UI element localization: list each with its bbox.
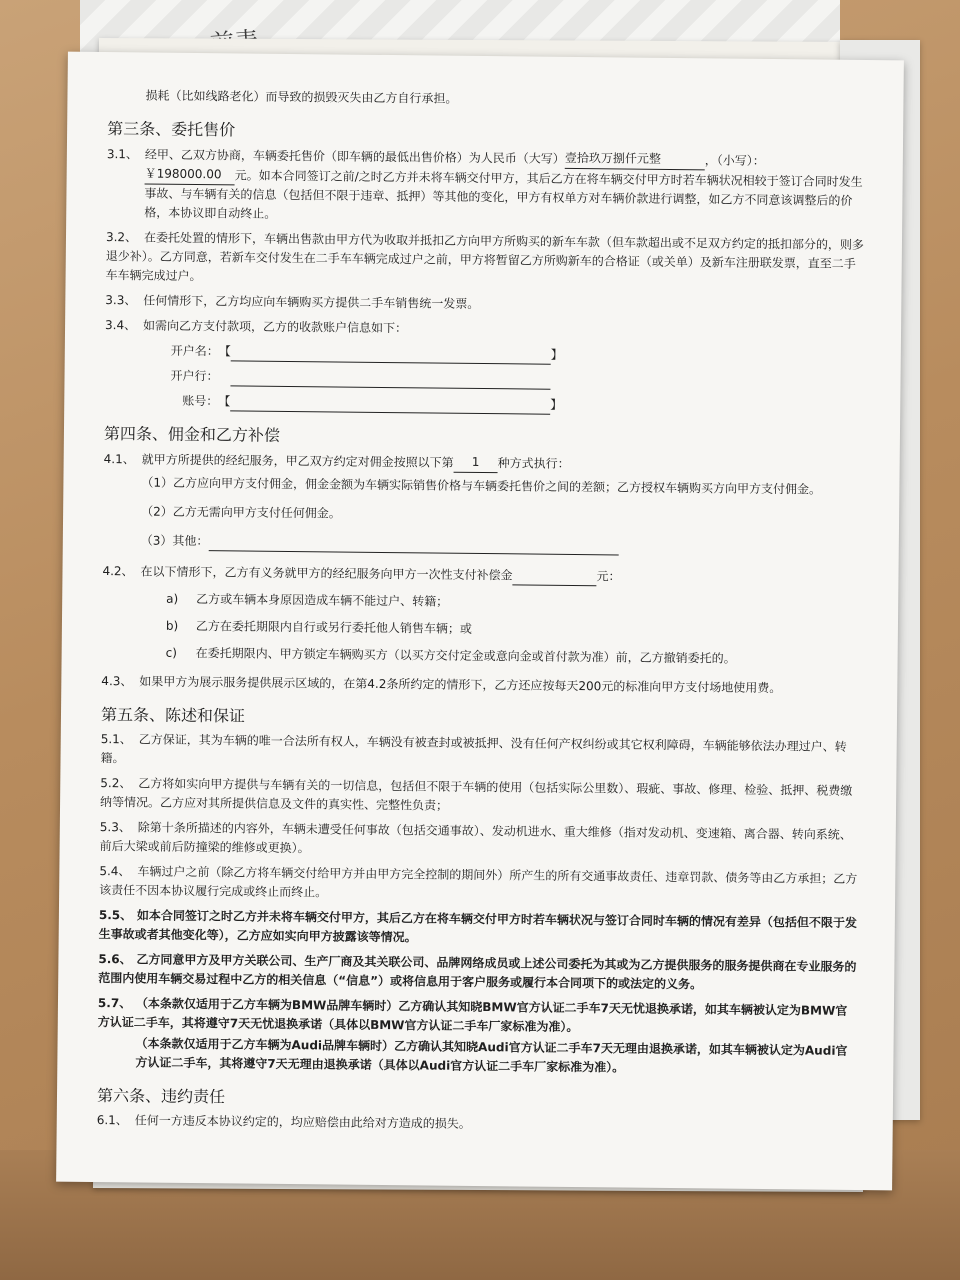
clause-3-3 bbox=[105, 291, 863, 318]
other-field[interactable] bbox=[208, 550, 618, 555]
option-2: （2）乙方无需向甲方支付任何佣金。 bbox=[141, 504, 341, 521]
clause-number: 5.2、 bbox=[100, 776, 132, 791]
clause-number: 6.1、 bbox=[96, 1113, 128, 1128]
section-6-title: 第六条、违约责任 bbox=[96, 1086, 226, 1107]
condition-b bbox=[166, 617, 860, 643]
clause-5-4 bbox=[99, 862, 857, 908]
clause-text: 如需向乙方支付款项，乙方的收款账户信息如下： bbox=[143, 318, 408, 336]
clause-number: 5.6、 bbox=[98, 952, 132, 967]
contract-content bbox=[97, 86, 866, 1144]
bracket: 】 bbox=[550, 347, 563, 362]
option-3-label: （3）其他： bbox=[140, 533, 209, 549]
clause-text-bmw: （本条款仅适用于乙方车辆为BMW品牌车辆时）乙方确认其知晓BMW官方认证二手车7天无忧退换承诺，如其车辆被认定为BMW官方认证二手车，其将遵守7天无忧退换承诺（具体以BMW官方认证二手车厂家标准为准）。 bbox=[97, 996, 848, 1035]
field-label: 开户行： bbox=[170, 368, 219, 384]
clause-5-6 bbox=[98, 950, 856, 996]
bank-row bbox=[164, 367, 862, 393]
clause-text: 任何一方违反本协议约定的，均应赔偿由此给对方造成的损失。 bbox=[134, 1113, 471, 1131]
clause-text: 乙方保证，其为车辆的唯一合法所有权人，车辆没有被查封或被抵押、没有任何产权纠纷或其它权利障碍，车辆能够依法办理过户、转籍。 bbox=[100, 732, 847, 766]
clause-text: 在委托处置的情形下，车辆出售款由甲方代为收取并抵扣乙方向甲方所购买的新车车款（但车款超出或不足双方约定的抵扣部分的，则多退少补）。乙方同意，若新车交付发生在二手车车辆完成过户之前，甲方将暂留乙方所购新车的合格证（或关单）及新车注册联发票，直至二手车车辆完成过户。 bbox=[105, 230, 865, 284]
price-lower-value: ￥198000.00 bbox=[144, 166, 222, 182]
clause-4-1 bbox=[103, 449, 862, 558]
account-name-field[interactable] bbox=[231, 360, 551, 364]
clause-text: 元。如本合同签订之前/之时乙方并未将车辆交付甲方，其后乙方在将车辆交付甲方时若车辆状况相较于签订合同时发生事故、与车辆有关的信息（包括但不限于违章、抵押）等其他的变化，甲方有权单方对车辆价款进行调整，如乙方不同意该调整后的价格，本协议即自动终止。 bbox=[144, 168, 863, 221]
clause-text: 经甲、乙双方协商，车辆委托售价（即车辆的最低出售价格）为人民币（大写） bbox=[144, 147, 565, 166]
clause-5-7 bbox=[97, 994, 856, 1080]
clause-3-4 bbox=[104, 316, 863, 418]
bracket: 【 bbox=[218, 394, 231, 409]
section-4-title: 第四条、佣金和乙方补偿 bbox=[103, 424, 281, 445]
price-lower-field bbox=[145, 164, 235, 185]
clause-number: 3.1、 bbox=[106, 147, 139, 162]
clause-text: 车辆过户之前（除乙方将车辆交付给甲方并由甲方完全控制的期间外）所产生的所有交通事故责任、违章罚款、债务等由乙方承担；乙方该责任不因本协议履行完成或终止而终止。 bbox=[99, 864, 858, 900]
condition-text: 在委托期限内、甲方锁定车辆购买方（以买方交付定金或意向金或首付款为准）前，乙方撤销委托的。 bbox=[195, 646, 736, 666]
clause-text: ，（小写）： bbox=[704, 153, 765, 168]
condition-c bbox=[166, 644, 860, 670]
option-3 bbox=[103, 531, 861, 558]
condition-text: 乙方在委托期限内自行或另行委托他人销售车辆；或 bbox=[195, 619, 473, 636]
section-5-title: 第五条、陈述和保证 bbox=[100, 705, 246, 726]
clause-5-5 bbox=[99, 906, 857, 952]
bracket: 】 bbox=[550, 397, 563, 412]
clause-number: 4.3、 bbox=[101, 674, 133, 689]
compensation-field[interactable] bbox=[512, 584, 596, 586]
clause-6-1 bbox=[97, 1111, 855, 1138]
commission-choice-field bbox=[454, 453, 498, 473]
clause-number: 3.4、 bbox=[105, 318, 137, 333]
condition-text: 乙方或车辆本身原因造成车辆不能过户、转籍； bbox=[196, 592, 449, 609]
clause-4-3 bbox=[101, 672, 859, 699]
condition-key: b) bbox=[165, 618, 179, 633]
section-3-title: 第三条、委托售价 bbox=[107, 119, 236, 140]
commission-choice-value: 1 bbox=[471, 454, 480, 469]
bank-field[interactable] bbox=[230, 385, 550, 389]
clause-5-1 bbox=[100, 730, 858, 776]
contract-page bbox=[56, 52, 904, 1191]
clause-3-1 bbox=[106, 144, 865, 230]
clause-text: 就甲方所提供的经纪服务，甲乙双方约定对佣金按照以下第 bbox=[141, 452, 454, 470]
clause-number: 3.2、 bbox=[105, 230, 138, 245]
clause-number: 4.2、 bbox=[102, 564, 134, 579]
clause-number: 5.4、 bbox=[99, 864, 131, 879]
price-upper-value: 壹拾玖万捌仟元整 bbox=[564, 150, 661, 166]
price-upper-field bbox=[565, 149, 705, 170]
clause-number: 3.3、 bbox=[105, 293, 137, 308]
condition-a bbox=[166, 590, 860, 616]
clause-text: 元： bbox=[596, 569, 621, 584]
clause-text: 乙方将如实向甲方提供与车辆有关的一切信息，包括但不限于车辆的使用（包括实际公里数）、瑕疵、事故、修理、检验、抵押、税费缴纳等情况。乙方应对其所提供信息及文件的真实性、完整性负责； bbox=[100, 776, 853, 813]
clause-text-audi: （本条款仅适用于乙方车辆为Audi品牌车辆时）乙方确认其知晓Audi官方认证二手车7天无理由退换承诺，如其车辆被认定为Audi官方认证二手车，其将遵守7天无理由退换承诺（具体以Audi官方认证二手车厂家标准为准）。 bbox=[135, 1036, 848, 1075]
clause-number: 5.7、 bbox=[97, 996, 132, 1011]
field-label: 开户名： bbox=[170, 343, 219, 359]
clause-5-3 bbox=[100, 818, 858, 864]
option-1: （1）乙方应向甲方支付佣金，佣金金额为车辆实际销售价格与车辆委托售价之间的差额；乙方授权车辆购买方向甲方支付佣金。 bbox=[141, 475, 822, 497]
field-label: 账号： bbox=[182, 393, 219, 409]
condition-key: c) bbox=[165, 645, 178, 660]
clause-text: 如本合同签订之时乙方并未将车辆交付甲方，其后乙方在将车辆交付甲方时若车辆状况与签订合同时车辆的情况有差异（包括但不限于发生事故或者其他变化等），乙方应如实向甲方披露该等情况。 bbox=[98, 908, 857, 945]
clause-text: 种方式执行： bbox=[497, 456, 570, 471]
clause-number: 5.1、 bbox=[100, 732, 132, 747]
clause-number: 5.3、 bbox=[99, 820, 131, 835]
clause-3-2 bbox=[105, 228, 864, 293]
clause-text: 如果甲方为展示服务提供展示区域的，在第4.2条所约定的情形下，乙方还应按每天200元的标准向甲方支付场地使用费。 bbox=[139, 674, 782, 696]
account-name-row bbox=[165, 342, 863, 368]
bracket: 【 bbox=[218, 344, 231, 359]
account-number-row bbox=[164, 392, 862, 418]
clause-5-2 bbox=[100, 774, 858, 820]
clause-number: 5.5、 bbox=[98, 908, 133, 923]
clause-number: 4.1、 bbox=[103, 452, 135, 467]
clause-text: 任何情形下，乙方均应向车辆购买方提供二手车销售统一发票。 bbox=[143, 293, 480, 311]
account-number-field[interactable] bbox=[230, 410, 550, 414]
condition-key: a) bbox=[166, 591, 179, 606]
intro-line: 损耗（比如线路老化）而导致的损毁灭失由乙方自行承担。 bbox=[145, 88, 458, 106]
clause-text: 除第十条所描述的内容外，车辆未遭受任何事故（包括交通事故）、发动机进水、重大维修（指对发动机、变速箱、离合器、转向系统、前后大梁或前后防撞梁的维修或更换）。 bbox=[99, 820, 852, 856]
clause-text: 在以下情形下，乙方有义务就甲方的经纪服务向甲方一次性支付补偿金 bbox=[140, 564, 513, 583]
clause-text: 乙方同意甲方及甲方关联公司、生产厂商及其关联公司、品牌网络成员或上述公司委托为其或为乙方提供服务的服务提供商在专业服务的范围内使用车辆交易过程中乙方的相关信息（“信息”）或将信息用于客户服务或履行本合同项下的或法定的义务。 bbox=[98, 952, 857, 992]
clause-4-2 bbox=[102, 562, 861, 670]
